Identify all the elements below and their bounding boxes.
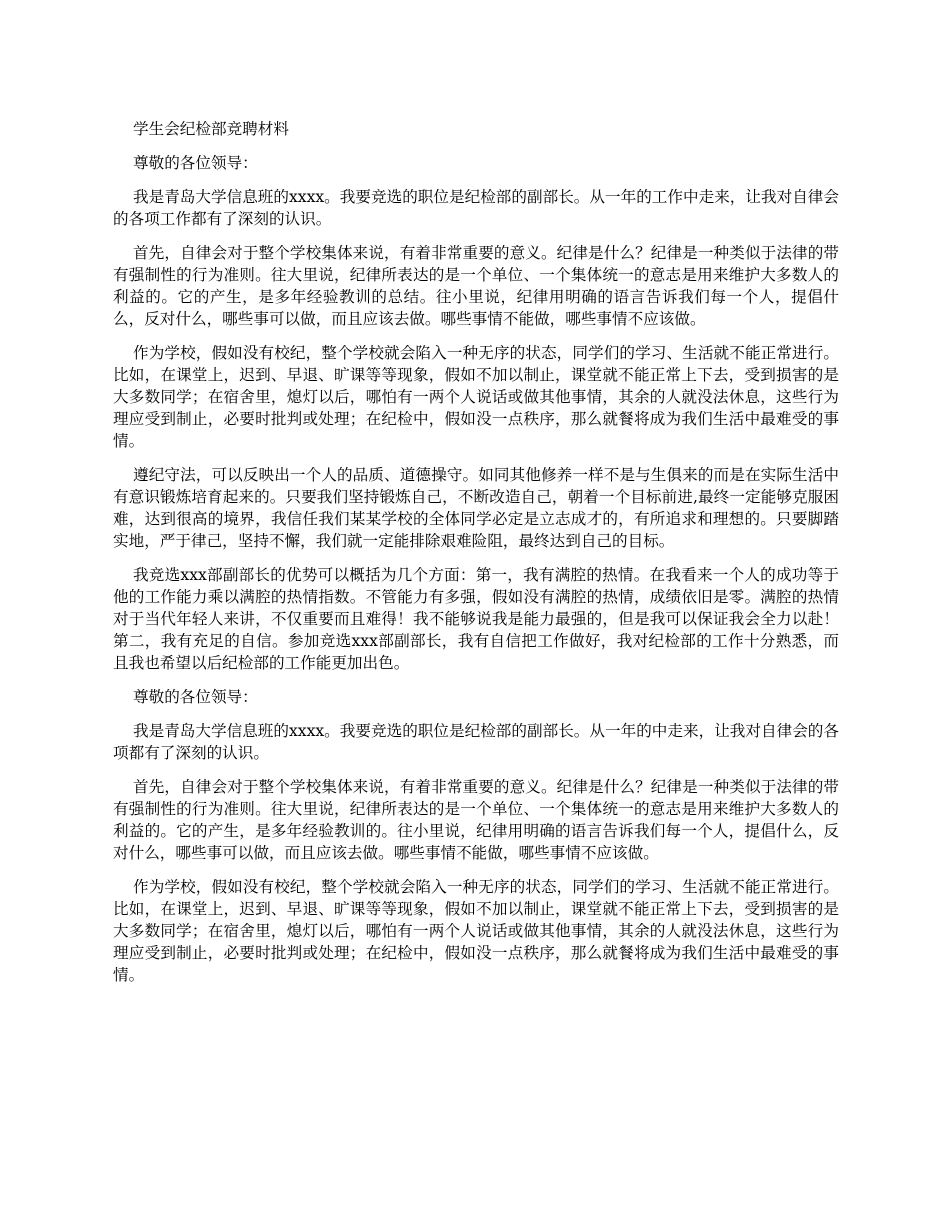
salutation-repeat: 尊敬的各位领导： — [133, 688, 258, 706]
document-title: 学生会纪检部竞聘材料 — [133, 120, 289, 138]
paragraph-school-rules-repeat: 作为学校，假如没有校纪，整个学校就会陷入一种无序的状态，同学们的学习、生活就不能正常进行。比如，在课堂上，迟到、早退、旷课等等现象，假如不加以制止，课堂就不能正常上下去，受到损害的是大多数同学；在宿舍里，熄灯以后，哪怕有一两个人说话或做其他事情，其余的人就没法休息，这些行为理应受到制止，必要时批判或处理；在纪检中，假如没一点秩序，那么就餐将成为我们生活中最难受的事情。 — [113, 878, 839, 984]
salutation: 尊敬的各位领导： — [133, 154, 258, 172]
paragraph-school-rules: 作为学校，假如没有校纪，整个学校就会陷入一种无序的状态，同学们的学习、生活就不能正常进行。比如，在课堂上，迟到、早退、旷课等等现象，假如不加以制止，课堂就不能正常上下去，受到损害的是大多数同学；在宿舍里，熄灯以后，哪怕有一两个人说话或做其他事情，其余的人就没法休息，这些行为理应受到制止，必要时批判或处理；在纪检中，假如没一点秩序，那么就餐将成为我们生活中最难受的事情。 — [113, 344, 839, 450]
paragraph-law-abiding: 遵纪守法，可以反映出一个人的品质、道德操守。如同其他修养一样不是与生俱来的而是在实际生活中有意识锻炼培育起来的。只要我们坚持锻炼自己，不断改造自己，朝着一个目标前进,最终一定能够克服困难，达到很高的境界，我信任我们某某学校的全体同学必定是立志成才的，有所追求和理想的。只要脚踏实地，严于律己，坚持不懈，我们就一定能排除艰难险阻，最终达到自己的目标。 — [113, 466, 839, 550]
paragraph-discipline-meaning-repeat: 首先，自律会对于整个学校集体来说，有着非常重要的意义。纪律是什么？纪律是一种类似于法律的带有强制性的行为准则。往大里说，纪律所表达的是一个单位、一个集体统一的意志是用来维护大多数人的利益的。它的产生，是多年经验教训的。往小里说，纪律用明确的语言告诉我们每一个人，提倡什么，反对什么，哪些事可以做，而且应该去做。哪些事情不能做，哪些事情不应该做。 — [113, 778, 839, 862]
paragraph-introduction: 我是青岛大学信息班的xxxx。我要竞选的职位是纪检部的副部长。从一年的工作中走来，让我对自律会的各项工作都有了深刻的认识。 — [113, 188, 839, 228]
paragraph-introduction-repeat: 我是青岛大学信息班的xxxx。我要竞选的职位是纪检部的副部长。从一年的中走来，让我对自律会的各项都有了深刻的认识。 — [113, 722, 839, 762]
paragraph-discipline-meaning: 首先，自律会对于整个学校集体来说，有着非常重要的意义。纪律是什么？纪律是一种类似于法律的带有强制性的行为准则。往大里说，纪律所表达的是一个单位、一个集体统一的意志是用来维护大多数人的利益的。它的产生，是多年经验教训的总结。往小里说，纪律用明确的语言告诉我们每一个人，提倡什么，反对什么，哪些事可以做，而且应该去做。哪些事情不能做，哪些事情不应该做。 — [113, 244, 839, 328]
document-body — [113, 118, 839, 998]
paragraph-advantages: 我竞选xxx部副部长的优势可以概括为几个方面：第一，我有满腔的热情。在我看来一个人的成功等于他的工作能力乘以满腔的热情指数。不管能力有多强，假如没有满腔的热情，成绩依旧是零。满腔的热情对于当代年轻人来讲，不仅重要而且难得！我不能够说我是能力最强的，但是我可以保证我会全力以赴！第二，我有充足的自信。参加竞选xxx部副部长，我有自信把工作做好，我对纪检部的工作十分熟悉，而且我也希望以后纪检部的工作能更加出色。 — [113, 566, 839, 672]
